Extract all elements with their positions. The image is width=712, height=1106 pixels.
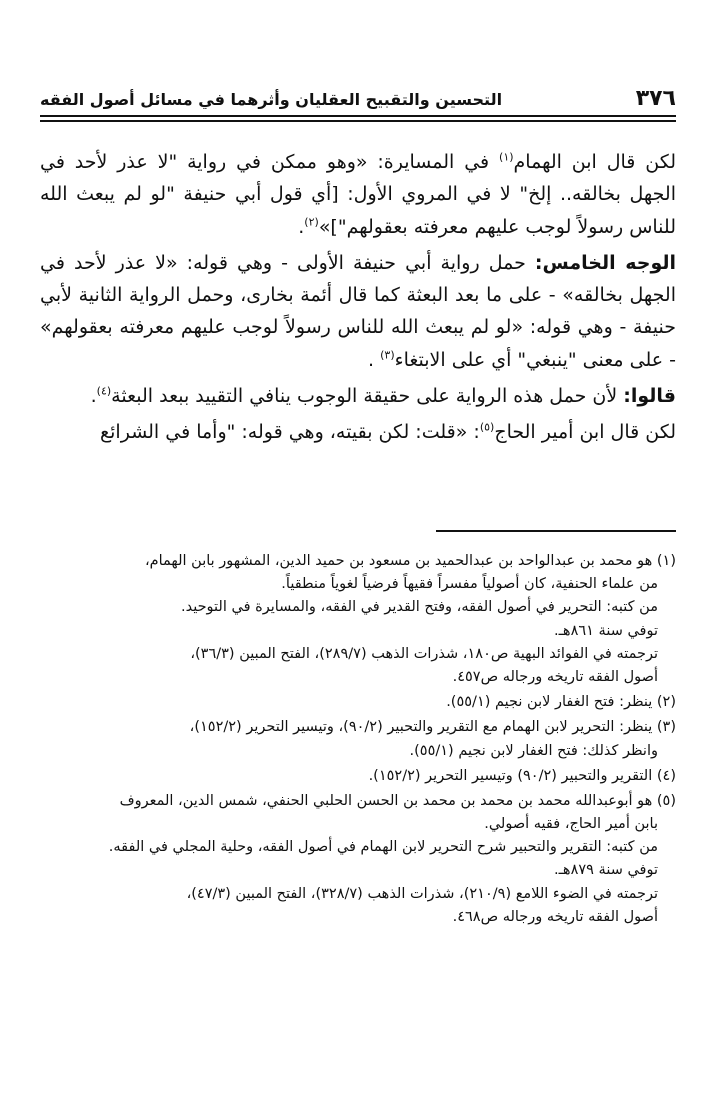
header-rule-top — [40, 115, 676, 117]
page-header — [40, 84, 676, 118]
main-text — [40, 146, 676, 453]
paragraph-4: لكن قال ابن أمير الحاج$^{(٥)}$: «قلت: لكن بقيته، وهي قوله: "وأما في الشرائع — [100, 421, 676, 444]
footnote-5: (٥) هو أبوعبدالله محمد بن محمد بن محمد بن الحسن الحلبي الحنفي، شمس الدين، المعروف بابن أمير الحاج، فقيه أصولي. من كتبه: التقرير والتحبير شرح التحرير لابن الهمام في أصول الفقه، وحلية المجلي في الفقه. توفي سنة ٨٧٩هـ. ترجمته في الضوء اللامع (٢١٠/٩)، شذرات الذهب (٣٢٨/٧)، الفتح المبين (٤٧/٣)، أصول الفقه تاريخه ورجاله ص٤٦٨. — [108, 792, 676, 925]
footnote-1: (١) هو محمد بن عبدالواحد بن عبدالحميد بن مسعود بن حميد الدين، المشهور بابن الهمام، من علماء الحنفية، كان أصولياً مفسراً فقيهاً فرضياً لغوياً منطقياً. من كتبه: التحرير في أصول الفقه، وفتح القدير في الفقه، والمسايرة في التوحيد. توفي سنة ٨٦١هـ. ترجمته في الفوائد البهية ص١٨٠، شذرات الذهب (٢٨٩/٧)، الفتح المبين (٣٦/٣)، أصول الفقه تاريخه ورجاله ص٤٥٧. — [144, 553, 676, 685]
footnote-2: (٢) ينظر: فتح الغفار لابن نجيم (٥٥/١). — [446, 694, 676, 711]
header-rule-bottom — [40, 120, 676, 122]
page-number: ٣٧٦ — [635, 86, 676, 111]
footnote-3: (٣) ينظر: التحرير لابن الهمام مع التقرير والتحبير (٩٠/٢)، وتيسير التحرير (١٥٢/٢)، وانظر كذلك: فتح الغفار لابن نجيم (٥٥/١). — [189, 719, 676, 759]
section-lead: الوجه الخامس: — [534, 251, 676, 274]
footnote-separator — [436, 530, 676, 532]
paragraph-1: لكن قال ابن الهمام$^{(١)}$ في المسايرة: «وهو ممكن في رواية "لا عذر لأحد في الجهل بخالقه.. إلخ" لا في المروي الأول: [أي قول أبي حنيفة "لو لم يبعث الله للناس رسولاً لوجب عليهم معرفته بعقولهم"]»$^{(٢)}$. — [40, 150, 677, 238]
footnote-4: (٤) التقرير والتحبير (٩٠/٢) وتيسير التحرير (١٥٢/٢). — [368, 767, 676, 784]
footnote-ref: (٤) — [96, 384, 112, 398]
footnote-ref: (٢) — [304, 215, 319, 229]
footnotes — [40, 550, 676, 931]
running-title: التحسين والتقبيح العقليان وأثرهما في مسائل أصول الفقه — [40, 90, 503, 109]
footnote-ref: (٥) — [479, 421, 495, 435]
footnote-ref: (١) — [499, 150, 514, 164]
paragraph-3: قالوا: لأن حمل هذه الرواية على حقيقة الوجوب ينافي التقييد ببعد البعثة$^{(٤)}$. — [90, 384, 676, 408]
footnote-ref: (٣) — [380, 348, 395, 362]
paragraph-2: الوجه الخامس: حمل رواية أبي حنيفة الأولى - وهي قوله: «لا عذر لأحد في الجهل بخالقه» - على ما بعد البعثة كما قال أئمة بخارى، وحمل الرواية الثانية لأبي حنيفة - وهي قوله: «لو لم يبعث الله للناس رسولاً لوجب عليهم معرفته بعقولهم» - على معنى "ينبغي" أي على الابتغاء$^{(٣)}$ . — [40, 251, 676, 371]
section-lead: قالوا: — [623, 385, 676, 408]
